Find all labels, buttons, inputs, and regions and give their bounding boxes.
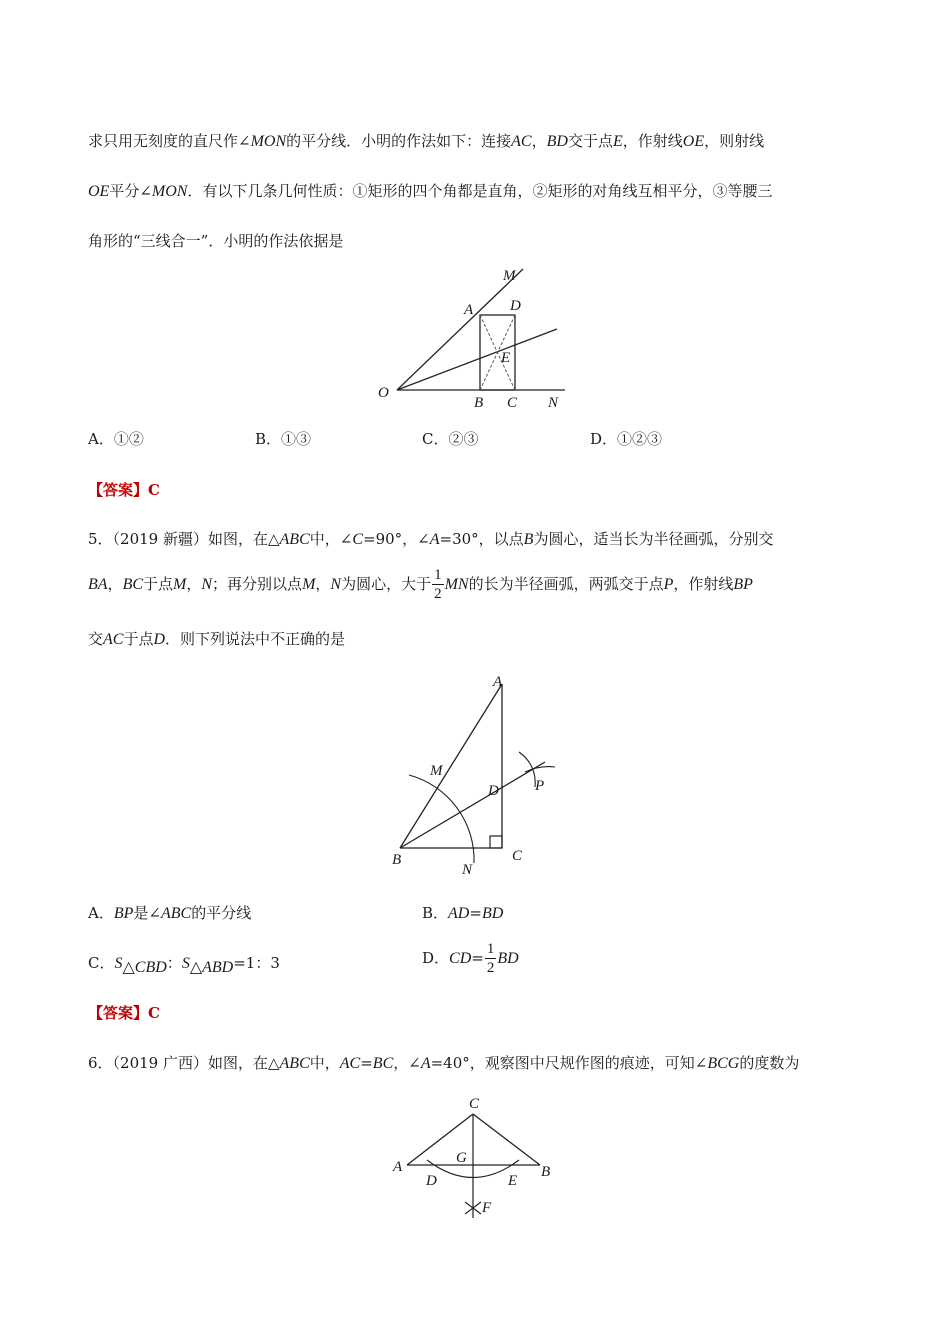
- label-b: B: [541, 1164, 551, 1180]
- var: BA: [88, 576, 108, 593]
- label-m: M: [503, 268, 516, 284]
- var: BC: [122, 576, 144, 593]
- text: 交: [88, 630, 104, 648]
- var: BD: [481, 905, 504, 922]
- q5-figure: [385, 670, 570, 880]
- denominator: 2: [486, 960, 495, 976]
- q4-option-c[interactable]: C．②③: [422, 430, 479, 448]
- q4-option-a[interactable]: A．①②: [88, 430, 144, 448]
- text: =30°，以点: [439, 530, 524, 548]
- q4-stem-line1: [88, 130, 764, 151]
- label-e: E: [501, 350, 511, 366]
- text: ，: [107, 575, 123, 593]
- label-p: P: [535, 778, 545, 794]
- q5-option-c[interactable]: [88, 952, 280, 977]
- label-d: D: [426, 1173, 437, 1189]
- var: CD: [449, 950, 472, 967]
- text: ，则射线: [704, 132, 765, 150]
- text: 5．（2019 新疆）如图，在△: [88, 530, 280, 548]
- text: 求只用无刻度的直尺作∠: [88, 132, 251, 150]
- var: C: [352, 531, 363, 548]
- label-n: N: [548, 395, 559, 411]
- text: =: [360, 1054, 373, 1072]
- var: S: [114, 955, 123, 972]
- label-d: D: [510, 298, 521, 314]
- label-m: M: [430, 763, 443, 779]
- text: D．: [422, 949, 450, 967]
- text: ，作射线: [673, 575, 734, 593]
- var: A: [420, 1055, 431, 1072]
- label-c: C: [512, 848, 523, 864]
- text: B．: [422, 904, 449, 922]
- var: BP: [113, 905, 134, 922]
- text: 为圆心，适当长为半径画弧，分别交: [533, 530, 774, 548]
- text: 中，∠: [309, 530, 353, 548]
- subscript: △ABD: [189, 959, 234, 976]
- text: ，: [315, 575, 331, 593]
- q4-stem-line2: [88, 180, 772, 201]
- q4-figure: [370, 262, 580, 412]
- var: MON: [151, 183, 188, 200]
- text: 于点: [143, 575, 174, 593]
- label-c: C: [469, 1096, 480, 1112]
- q4-option-d[interactable]: D．①②③: [590, 430, 663, 448]
- var: AD: [448, 905, 470, 922]
- text: ：: [166, 954, 182, 972]
- text: =: [469, 904, 482, 922]
- text: 中，: [309, 1054, 340, 1072]
- var: S: [181, 955, 190, 972]
- var: MON: [250, 133, 287, 150]
- q5-stem-line3: [88, 628, 345, 649]
- text: 交于点: [567, 132, 613, 150]
- q5-stem-line1: [88, 528, 773, 549]
- q5-option-d[interactable]: [422, 942, 519, 976]
- label-g: G: [456, 1150, 467, 1166]
- text: 于点: [123, 630, 154, 648]
- fraction-one-half: [432, 568, 444, 602]
- text: 6．（2019 广西）如图，在△: [88, 1054, 280, 1072]
- var: AC: [339, 1055, 361, 1072]
- var: N: [330, 576, 342, 593]
- var: BC: [372, 1055, 394, 1072]
- q4-option-b[interactable]: B．①③: [255, 430, 312, 448]
- q4-answer: 【答案】C: [88, 481, 160, 499]
- var: ABC: [160, 905, 192, 922]
- var: BCG: [707, 1055, 740, 1072]
- var: OE: [682, 133, 705, 150]
- var: OE: [88, 183, 110, 200]
- text: =40°，观察图中尺规作图的痕迹，可知∠: [430, 1054, 708, 1072]
- var: ABC: [279, 531, 310, 548]
- right-angle-mark: [490, 836, 502, 848]
- var: ABC: [279, 1055, 310, 1072]
- q6-figure: [385, 1090, 560, 1225]
- label-o: O: [378, 385, 389, 401]
- ray-om: [397, 269, 523, 390]
- var: BD: [546, 133, 568, 150]
- text: ．则下列说法中不正确的是: [165, 630, 346, 648]
- numerator: 1: [486, 941, 495, 957]
- ray-bp: [400, 762, 545, 848]
- text: =1：3: [233, 954, 280, 972]
- segment-ba: [400, 684, 502, 848]
- text: 的平分线: [191, 904, 252, 922]
- text: 的长为半径画弧，两弧交于点: [468, 575, 664, 593]
- var: AC: [103, 631, 124, 648]
- label-a: A: [393, 1159, 403, 1175]
- label-f: F: [482, 1200, 492, 1216]
- var: E: [612, 133, 623, 150]
- q6-stem-line1: [88, 1052, 799, 1073]
- label-n: N: [462, 862, 473, 878]
- var: B: [523, 531, 534, 548]
- label-a: A: [493, 674, 503, 690]
- label-a: A: [464, 302, 474, 318]
- text: ，: [186, 575, 202, 593]
- q5-option-a[interactable]: [88, 902, 251, 923]
- var: BP: [733, 576, 753, 593]
- q5-answer: 【答案】C: [88, 1004, 160, 1022]
- var: M: [302, 576, 316, 593]
- numerator: 1: [434, 567, 442, 583]
- text: ，作射线: [622, 132, 683, 150]
- var: P: [663, 576, 674, 593]
- var: N: [201, 576, 213, 593]
- q5-stem-line2: [88, 568, 753, 602]
- text: 是∠: [133, 904, 161, 922]
- label-b: B: [392, 852, 402, 868]
- text: ，: [531, 132, 547, 150]
- var: MN: [444, 576, 469, 593]
- var: AC: [511, 133, 532, 150]
- text: 的度数为: [739, 1054, 800, 1072]
- q5-option-b[interactable]: [422, 902, 503, 923]
- var: A: [429, 531, 440, 548]
- text: =90°，∠: [363, 530, 430, 548]
- subscript: △CBD: [122, 959, 167, 976]
- ray-oe: [397, 329, 557, 390]
- label-d: D: [488, 783, 499, 799]
- text: =: [471, 949, 484, 967]
- var: D: [153, 631, 166, 648]
- var: BD: [497, 950, 519, 967]
- fraction-one-half: [485, 942, 497, 976]
- var: M: [173, 576, 187, 593]
- q4-stem-line3: 角形的“三线合一”．小明的作法依据是: [88, 232, 344, 250]
- text: 为圆心，大于: [341, 575, 432, 593]
- text: ．有以下几条几何性质：①矩形的四个角都是直角，②矩形的对角线互相平分，③等腰三: [187, 182, 773, 200]
- label-b: B: [474, 395, 484, 411]
- text: C．: [88, 954, 115, 972]
- label-e: E: [508, 1173, 518, 1189]
- text: A．: [88, 904, 114, 922]
- text: ；再分别以点: [212, 575, 303, 593]
- text: ，∠: [393, 1054, 421, 1072]
- text: 平分∠: [109, 182, 152, 200]
- text: 的平分线．小明的作法如下：连接: [286, 132, 512, 150]
- segment-bc: [473, 1114, 540, 1165]
- denominator: 2: [434, 586, 442, 602]
- label-c: C: [507, 395, 518, 411]
